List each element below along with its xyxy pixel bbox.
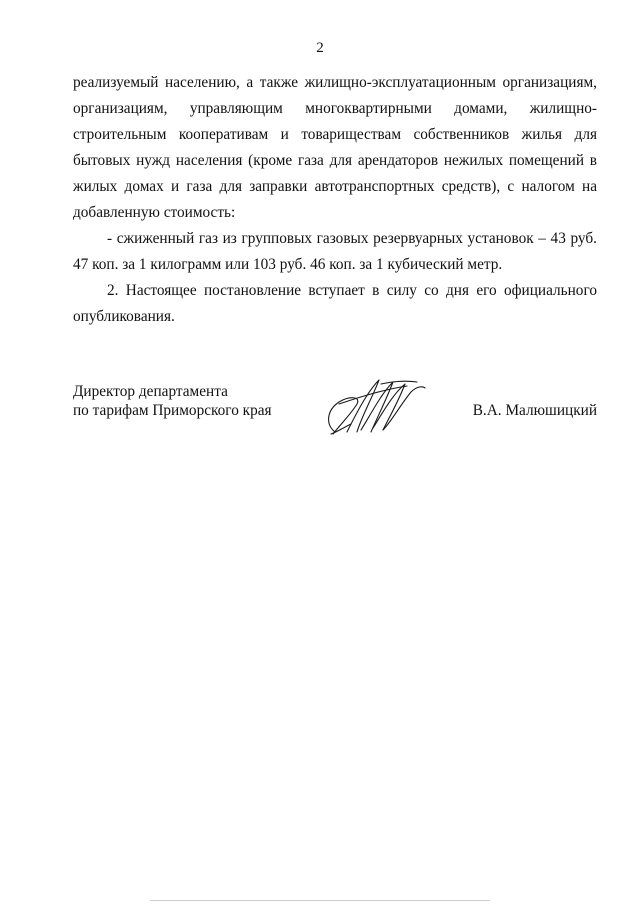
signatory-title (73, 382, 272, 420)
handwritten-signature (321, 374, 431, 442)
paragraph-gas-price: - сжиженный газ из групповых газовых резервуарных установок – 43 руб. 47 коп. за 1 килограмм или 103 руб. 46 коп. за 1 кубический метр. (73, 230, 597, 273)
document-body (73, 70, 597, 330)
paragraph-continuation: реализуемый населению, а также жилищно-эксплуатационным организациям, организациям, управляющим многоквартирными домами, жилищно-строительным кооперативам и товариществам собственников жилья для бытовых нужд населения (кроме газа для арендаторов нежилых помещений в жилых домах и газа для заправки автотранспортных средств), с налогом на добавленную стоимость: (73, 74, 597, 221)
signatory-name: В.А. Малюшицкий (472, 402, 597, 419)
signatory-title-line-1: Директор департамента (73, 383, 228, 400)
signatory-title-line-2: по тарифам Приморского края (73, 402, 272, 419)
scan-edge-line (150, 900, 490, 901)
signature-block (73, 382, 597, 442)
paragraph-effective-date: 2. Настоящее постановление вступает в силу со дня его официального опубликования. (73, 282, 597, 325)
page-number: 2 (316, 40, 324, 56)
